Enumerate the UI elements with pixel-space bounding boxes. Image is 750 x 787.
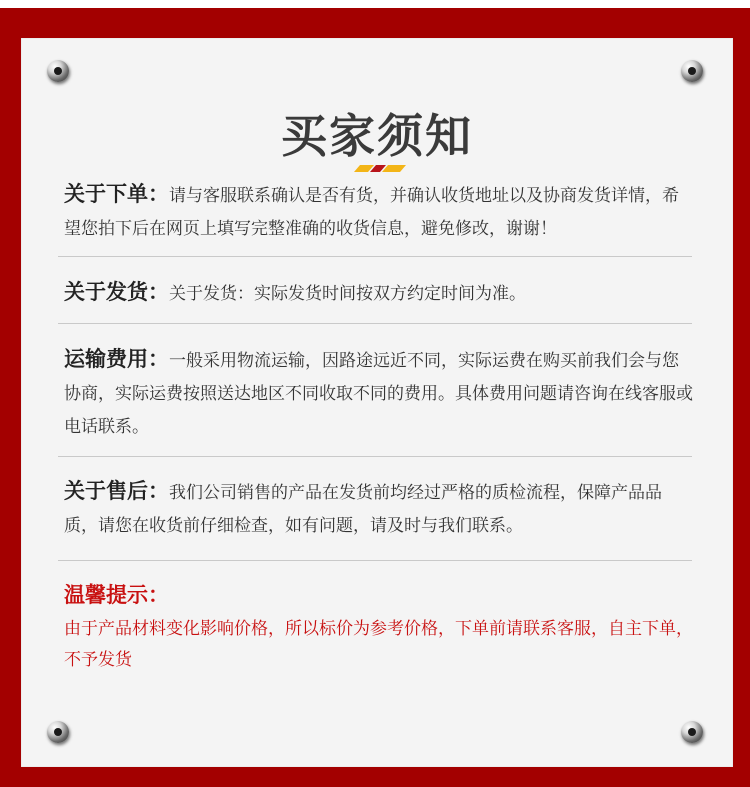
section-heading: 关于售后： <box>64 479 169 503</box>
tip-heading: 温馨提示： <box>64 583 169 607</box>
screw-icon <box>681 60 703 82</box>
section-shipping <box>64 276 694 311</box>
page-title: 买家须知 <box>281 109 473 163</box>
section-order <box>64 178 694 246</box>
section-text: 一般采用物流运输，因路途远近不同，实际运费在购买前我们会与您协商，实际运费按照送达地区不同收取不同的费用。具体费用问题请咨询在线客服或电话联系。 <box>64 351 693 437</box>
screw-icon <box>47 721 69 743</box>
section-text: 关于发货：实际发货时间按双方约定时间为准。 <box>169 284 526 304</box>
section-heading: 关于发货： <box>64 280 169 304</box>
section-text: 我们公司销售的产品在发货前均经过严格的质检流程，保障产品品质，请您在收货前仔细检查，如有问题，请及时与我们联系。 <box>64 483 662 536</box>
notice-panel <box>21 38 733 767</box>
divider <box>58 456 692 457</box>
section-text: 请与客服联系确认是否有货，并确认收货地址以及协商发货详情，希望您拍下后在网页上填写完整准确的收货信息，避免修改，谢谢！ <box>64 186 679 239</box>
divider <box>58 323 692 324</box>
divider <box>58 560 692 561</box>
section-heading: 关于下单： <box>64 182 169 206</box>
title-underline-decoration <box>354 165 406 172</box>
section-heading: 运输费用： <box>64 347 169 371</box>
screw-icon <box>681 721 703 743</box>
tip-text: 由于产品材料变化影响价格，所以标价为参考价格，下单前请联系客服，自主下单，不予发货 <box>64 619 693 670</box>
section-aftersales <box>64 475 694 543</box>
red-frame <box>0 8 750 787</box>
divider <box>58 256 692 257</box>
screw-icon <box>47 60 69 82</box>
section-freight <box>64 343 694 444</box>
